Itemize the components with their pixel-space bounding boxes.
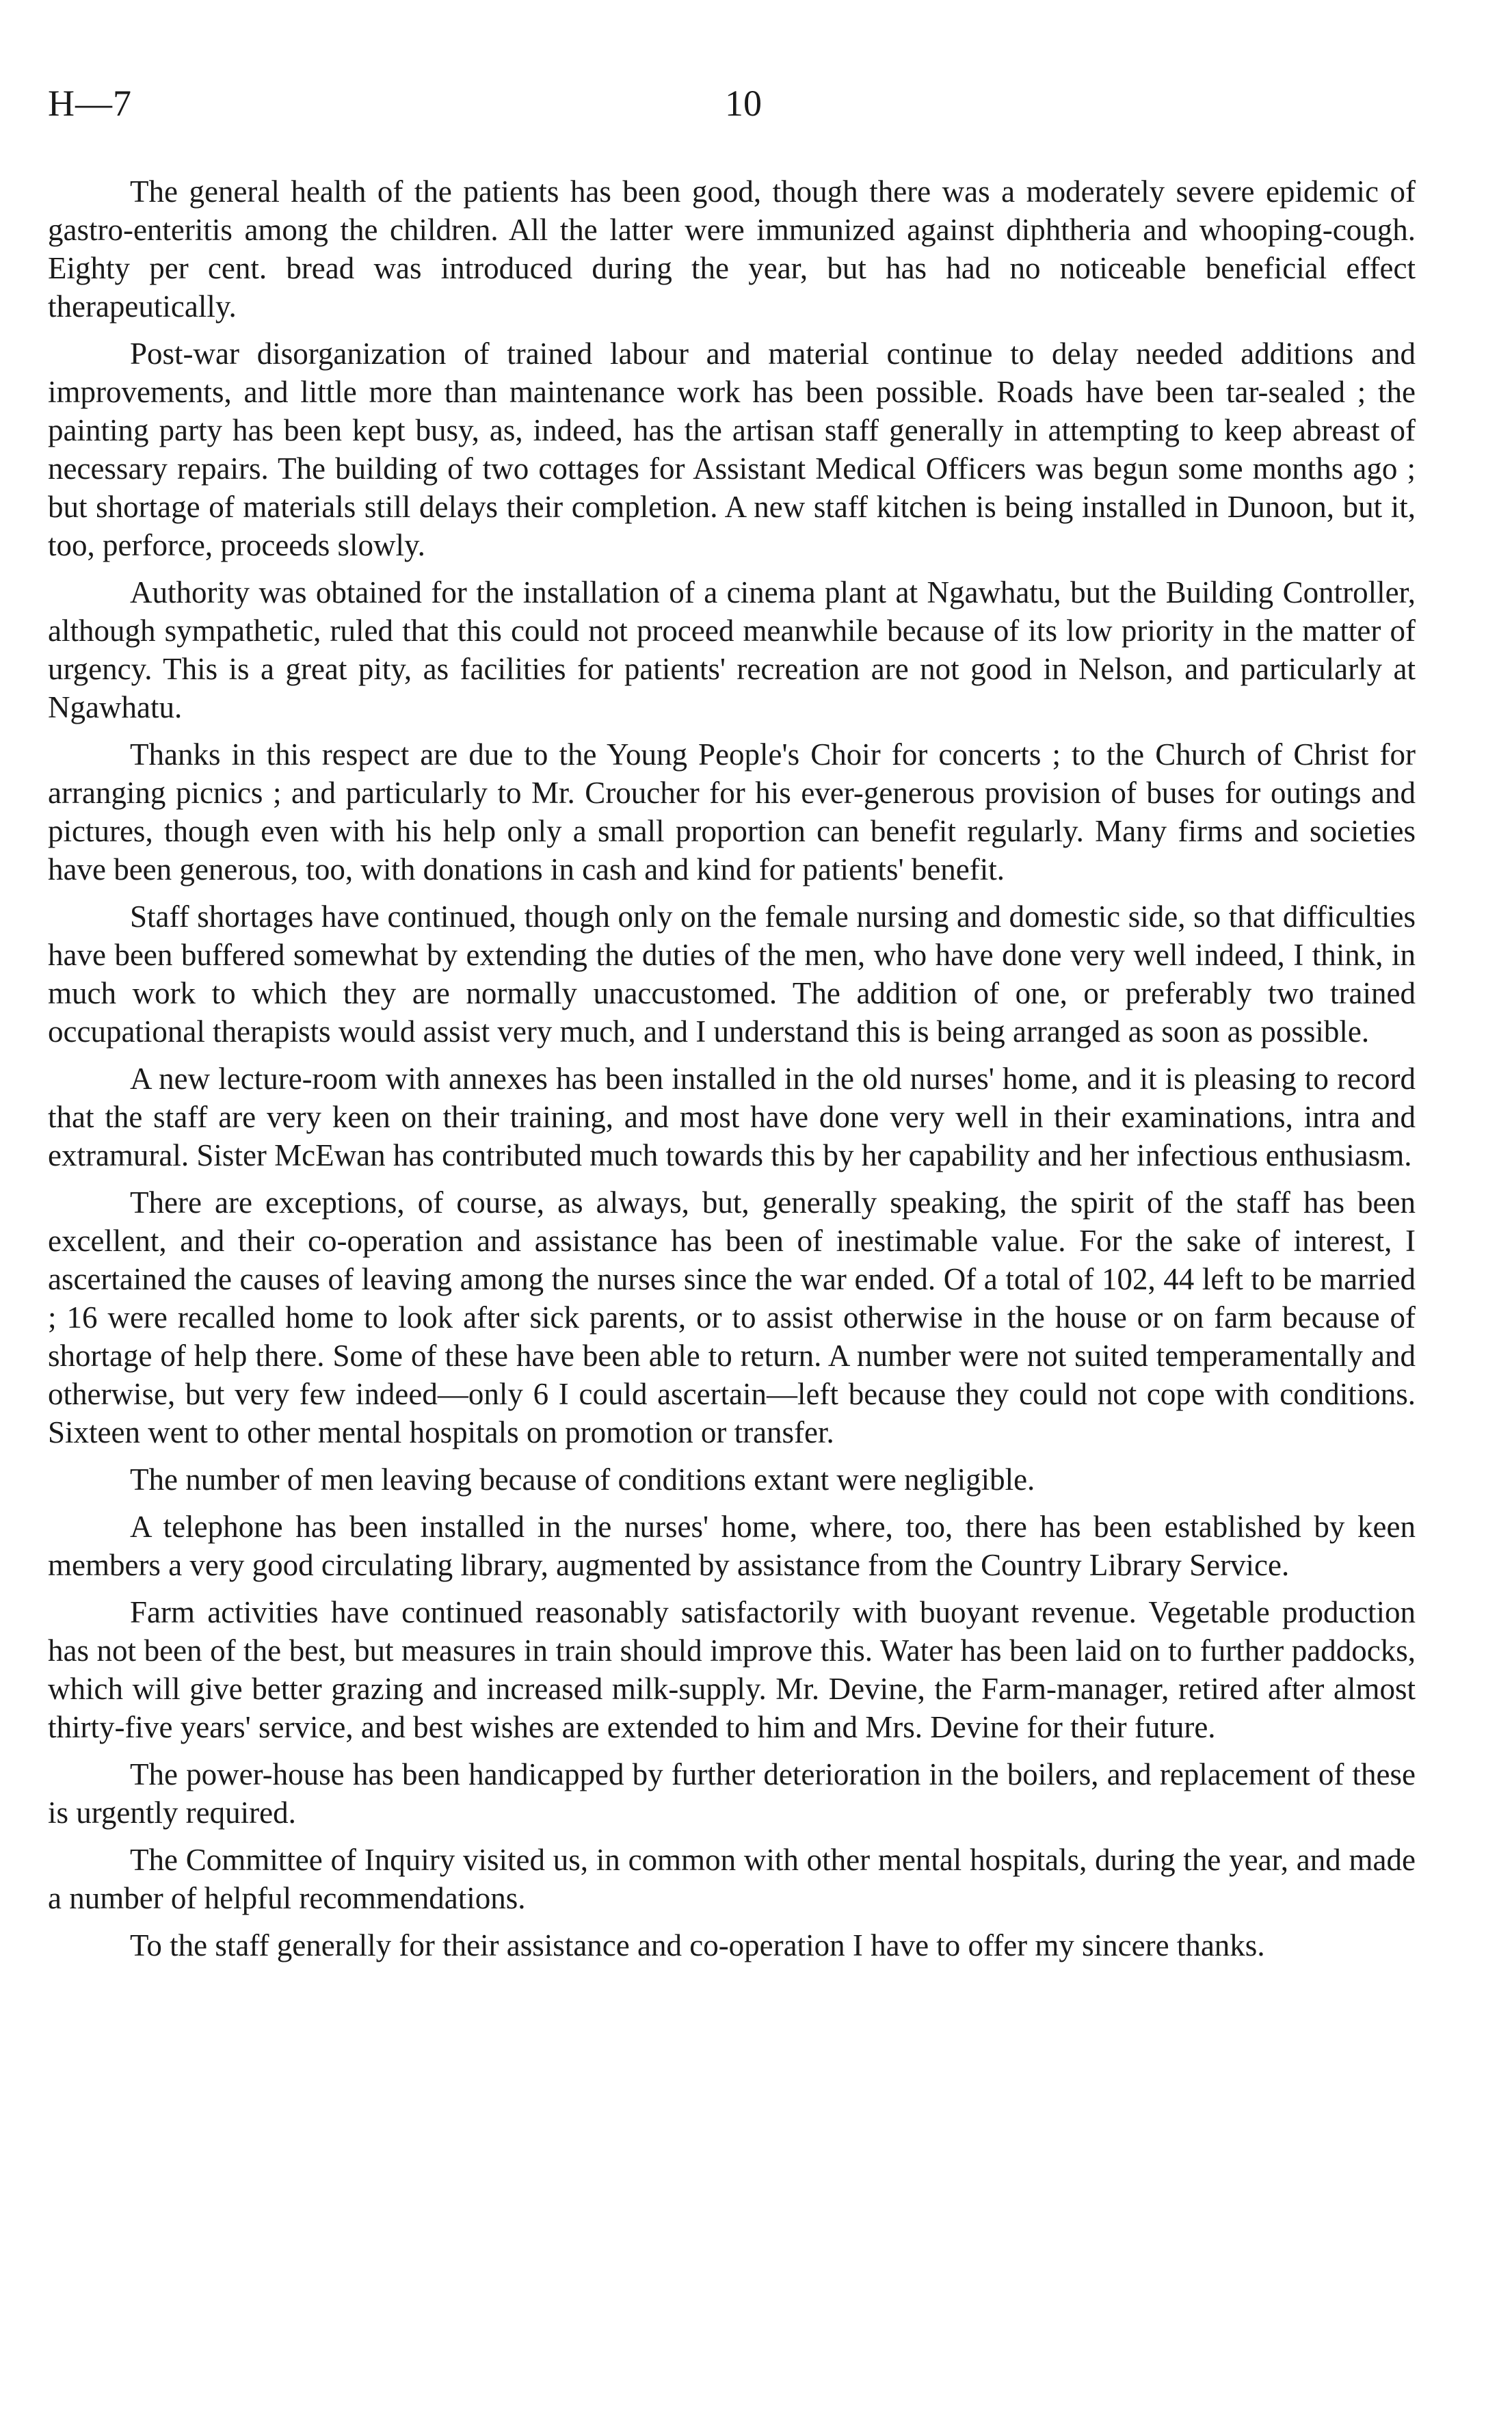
paragraph-lecture-room: A new lecture-room with annexes has been installed in the old nurses' home, and it is pleasing to record that the staff are very keen on their training, and most have done very well in their examinations, intra and extramural. Sister McEwan has contributed much towards this by her capability and her infectious enthusiasm. — [48, 1062, 1416, 1172]
paragraph-closing-thanks: To the staff generally for their assistance and co-operation I have to offer my sincere thanks. — [130, 1928, 1265, 1962]
paragraph-post-war-disorganization: Post-war disorganization of trained labour and material continue to delay needed additions and improvements, and little more than maintenance work has been possible. Roads have been tar-sealed ; the painting party has been kept busy, as, indeed, has the artisan staff generally in attempting to keep abreast of necessary repairs. The building of two cottages for Assistant Medical Officers was begun some months ago ; but shortage of materials still delays their completion. A new staff kitchen is being installed in Dunoon, but it, too, perforce, proceeds slowly. — [48, 337, 1416, 562]
paragraph-staff-spirit: There are exceptions, of course, as always, but, generally speaking, the spirit of the staff has been excellent, and their co-operation and assistance has been of inestimable value. For the sake of interest, I ascertained the causes of leaving among the nurses since the war ended. Of a total of 102, 44 left to be married ; 16 were recalled home to look after sick parents, or to assist otherwise in the house or on farm because of shortage of help there. Some of these have been able to return. A number were not suited temperamentally and otherwise, but very few indeed—only 6 I could ascertain—left because they could not cope with conditions. Sixteen went to other mental hospitals on promotion or transfer. — [48, 1185, 1416, 1449]
paragraph-cinema-authority: Authority was obtained for the installation of a cinema plant at Ngawhatu, but the Building Controller, although sympathetic, ruled that this could not proceed meanwhile because of its low priority in the matter of urgency. This is a great pity, as facilities for patients' recreation are not good in Nelson, and particularly at Ngawhatu. — [48, 575, 1416, 724]
paragraph-farm-activities: Farm activities have continued reasonably satisfactorily with buoyant revenue. Vegetable production has not been of the best, but measures in train should improve this. Water has been laid on to further paddocks, which will give better grazing and increased milk-supply. Mr. Devine, the Farm-manager, retired after almost thirty-five years' service, and best wishes are extended to him and Mrs. Devine for their future. — [48, 1595, 1416, 1744]
document-code: H—7 — [48, 83, 132, 124]
paragraph-thanks-recreation: Thanks in this respect are due to the Young People's Choir for concerts ; to the Church of Christ for arranging picnics ; and particularly to Mr. Croucher for his ever-generous provision of buses for outings and pictures, though even with his help only a small proportion can benefit regularly. Many firms and societies have been generous, too, with donations in cash and kind for patients' benefit. — [48, 737, 1416, 886]
paragraph-general-health: The general health of the patients has been good, though there was a moderately severe epidemic of gastro-enteritis among the children. All the latter were immunized against diphtheria and whooping-cough. Eighty per cent. bread was introduced during the year, but has had no noticeable beneficial effect therapeutically. — [48, 174, 1416, 324]
paragraph-telephone-library: A telephone has been installed in the nurses' home, where, too, there has been established by keen members a very good circulating library, augmented by assistance from the Country Library Service. — [48, 1510, 1416, 1582]
paragraph-men-leaving: The number of men leaving because of conditions extant were negligible. — [130, 1462, 1035, 1497]
paragraph-committee-inquiry: The Committee of Inquiry visited us, in common with other mental hospitals, during the year, and made a number of helpful recommendations. — [48, 1843, 1416, 1915]
report-body — [48, 172, 1416, 1964]
page-number: 10 — [725, 83, 762, 124]
paragraph-staff-shortages: Staff shortages have continued, though only on the female nursing and domestic side, so that difficulties have been buffered somewhat by extending the duties of the men, who have done very well indeed, I think, in much work to which they are normally unaccustomed. The addition of one, or preferably two trained occupational therapists would assist very much, and I understand this is being arranged as soon as possible. — [48, 899, 1416, 1049]
paragraph-power-house: The power-house has been handicapped by further deterioration in the boilers, and replacement of these is urgently required. — [48, 1757, 1416, 1830]
page-header — [48, 82, 1463, 137]
